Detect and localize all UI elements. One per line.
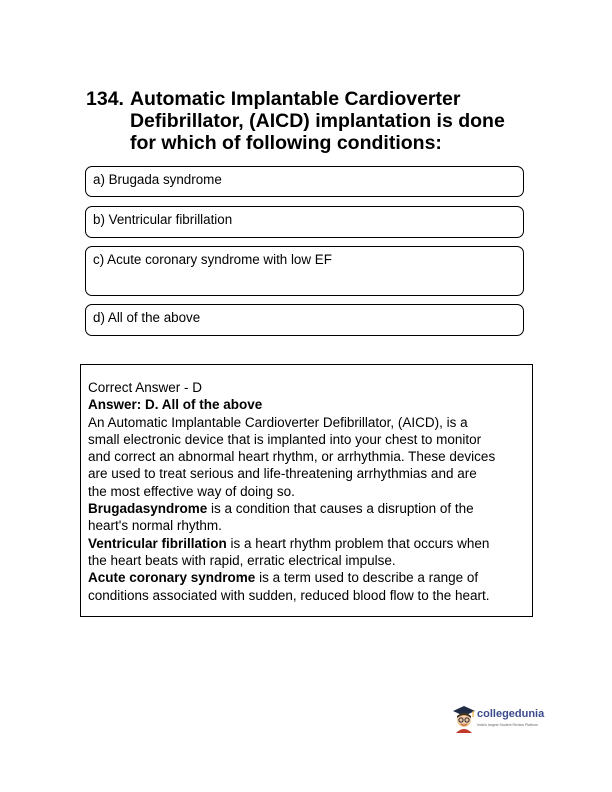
graduate-mascot-icon xyxy=(452,705,476,733)
option-a[interactable]: a) Brugada syndrome xyxy=(85,166,524,197)
question-number: 134. xyxy=(86,88,124,110)
explanation-line: An Automatic Implantable Cardioverter Defibrillator, (AICD), is a xyxy=(88,414,468,430)
vf-text: is a heart rhythm problem that occurs when xyxy=(226,535,490,551)
answer-heading: Answer: D. All of the above xyxy=(88,397,263,413)
brugada-line-2: heart's normal rhythm. xyxy=(88,518,222,534)
question-line: Defibrillator, (AICD) implantation is done xyxy=(129,110,505,132)
vf-line xyxy=(88,535,525,552)
acs-line xyxy=(88,569,525,586)
explanation-line: are used to treat serious and life-threatening arrhythmias and are xyxy=(88,466,477,482)
explanation-line: and correct an abnormal heart rhythm, or arrhythmia. These devices xyxy=(88,449,496,465)
vf-term: Ventricular fibrillation xyxy=(88,535,227,551)
explanation-line: the most effective way of doing so. xyxy=(88,483,295,499)
vf-line-2: the heart beats with rapid, erratic electrical impulse. xyxy=(88,552,396,568)
logo-tagline: India's largest Student Review Platform xyxy=(477,723,538,727)
brugada-line xyxy=(88,500,525,517)
question-text xyxy=(130,88,556,154)
question-line: Automatic Implantable Cardioverter xyxy=(129,88,461,110)
brugada-term: Brugadasyndrome xyxy=(88,501,208,517)
question-line: for which of following conditions: xyxy=(129,132,442,154)
collegedunia-logo xyxy=(452,705,547,735)
correct-answer-line: Correct Answer - D xyxy=(88,380,203,395)
option-c[interactable]: c) Acute coronary syndrome with low EF xyxy=(85,246,524,296)
acs-term: Acute coronary syndrome xyxy=(88,570,256,586)
option-d[interactable]: d) All of the above xyxy=(85,304,524,336)
acs-text: is a term used to describe a range of xyxy=(255,570,479,586)
explanation-line: small electronic device that is implanted into your chest to monitor xyxy=(88,431,482,447)
acs-line-2: conditions associated with sudden, reduced blood flow to the heart. xyxy=(88,587,490,603)
option-b[interactable]: b) Ventricular fibrillation xyxy=(85,206,524,238)
logo-name: collegedunia xyxy=(477,708,545,720)
brugada-text: is a condition that causes a disruption of the xyxy=(207,501,474,517)
answer-explanation-box xyxy=(80,364,533,617)
question-heading xyxy=(86,88,556,154)
